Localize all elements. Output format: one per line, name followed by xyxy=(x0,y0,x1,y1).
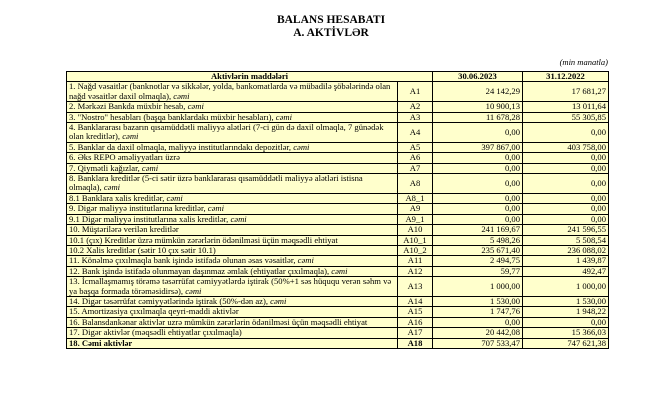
row-code: A18 xyxy=(398,338,433,348)
row-label-text: 13. İcmallaşmamış törəmə təsərrüfat cəmiyyətlərdə iştirak (50%+1 səs hüququ verən səhm və ya başqa formada törəməsidirsə), xyxy=(69,276,392,296)
table-row xyxy=(67,296,609,306)
row-value-period-1: 0,00 xyxy=(433,174,523,194)
row-value-period-1: 707 533,47 xyxy=(433,338,523,348)
row-label-text: 1. Nağd vəsaitlər (banknotlar və sikkələr, yolda, bankomatlarda və mübadilə şöbələrində olan nağd vəsaitlər daxil olmaqla), xyxy=(69,81,391,101)
header-row xyxy=(67,72,609,82)
row-value-period-1: 24 142,29 xyxy=(433,82,523,102)
table-row xyxy=(67,266,609,276)
row-code: A10_1 xyxy=(398,235,433,245)
row-code: A13 xyxy=(398,277,433,297)
row-value-period-1: 1 747,76 xyxy=(433,307,523,317)
row-value-period-2: 13 011,64 xyxy=(523,102,609,112)
row-value-period-2: 0,00 xyxy=(523,317,609,327)
row-code: A10 xyxy=(398,225,433,235)
row-value-period-2: 0,00 xyxy=(523,153,609,163)
row-label-text: 9.1 Digər maliyyə institutlarına xalis kreditlər, xyxy=(69,214,229,224)
balance-sheet-table xyxy=(66,71,609,349)
row-value-period-2: 1 948,22 xyxy=(523,307,609,317)
table-row xyxy=(67,277,609,297)
row-value-period-1: 0,00 xyxy=(433,204,523,214)
row-label xyxy=(67,225,398,235)
row-label xyxy=(67,328,398,338)
row-code: A17 xyxy=(398,328,433,338)
row-value-period-1: 5 498,26 xyxy=(433,235,523,245)
row-label-text: 6. Əks REPO əməliyyatları üzrə xyxy=(69,152,180,163)
row-value-period-2: 1 439,87 xyxy=(523,256,609,266)
row-value-period-2: 0,00 xyxy=(523,193,609,203)
row-label-total-suffix: cəmi xyxy=(185,101,204,112)
row-label-total-suffix: cəmi xyxy=(164,193,183,203)
row-label xyxy=(67,245,398,255)
row-label-text: 3. "Nostro" hesabları (başqa banklardakı müxbir hesabları), xyxy=(69,112,274,122)
row-label-text: 18. Cəmi aktivlər xyxy=(69,338,133,348)
row-label-text: 4. Banklararası bazarın qısamüddətli maliyyə alətləri (7-ci gün də daxil olmaqla, 7 günədək olan kreditlər), xyxy=(69,122,384,142)
row-value-period-1: 20 442,08 xyxy=(433,328,523,338)
table-row xyxy=(67,112,609,122)
row-code: A4 xyxy=(398,123,433,143)
row-label xyxy=(67,307,398,317)
table-row xyxy=(67,193,609,203)
row-label-total-suffix: cəmi xyxy=(171,90,190,101)
row-value-period-2: 492,47 xyxy=(523,266,609,276)
row-value-period-2: 15 366,03 xyxy=(523,328,609,338)
row-label-text: 14. Digər təsərrüfat cəmiyyətlərində iştirak (50%-dən az), xyxy=(69,296,269,306)
row-label-text: 9. Digər maliyyə institutlarına kreditlər, xyxy=(69,203,206,214)
row-label xyxy=(67,123,398,143)
table-row xyxy=(67,142,609,152)
header-period-2: 31.12.2022 xyxy=(523,72,609,82)
row-label-total-suffix: cəmi xyxy=(120,131,139,142)
table-row xyxy=(67,338,609,348)
row-label-text: 17. Digər aktivlər (məqsədli ehtiyatlar çıxılmaqla) xyxy=(69,327,242,338)
table-row xyxy=(67,204,609,214)
row-label-total-suffix: cəmi xyxy=(295,255,314,266)
row-label-text: 10.2 Xalis kreditlər (sətir 10 çıx sətir 10.1) xyxy=(69,245,216,255)
table-row xyxy=(67,235,609,245)
table-row xyxy=(67,214,609,224)
row-value-period-2: 0,00 xyxy=(523,204,609,214)
row-value-period-1: 1 530,00 xyxy=(433,296,523,306)
row-label-total-suffix: cəmi xyxy=(329,266,348,276)
row-value-period-1: 1 000,00 xyxy=(433,277,523,297)
row-value-period-1: 59,77 xyxy=(433,266,523,276)
row-label-text: 16. Balansdankənar aktivlər uzrə mümkün zərərlərin ödənilməsi üçün məqsədli ehtiyat xyxy=(69,317,368,327)
row-label-text: 10. Müştərilərə verilən kreditlər xyxy=(69,224,179,235)
report-subtitle: A. AKTİVLƏR xyxy=(293,27,369,39)
row-label-total-suffix: cəmi xyxy=(139,163,159,173)
row-value-period-2: 403 758,00 xyxy=(523,142,609,152)
row-code: A9 xyxy=(398,204,433,214)
row-label xyxy=(67,102,398,112)
row-label-text: 7. Qiymətli kağızlar, xyxy=(69,163,140,173)
row-code: A1 xyxy=(398,82,433,102)
row-label-text: 5. Banklar da daxil olmaqla, maliyyə institutlarındakı depozitlər, xyxy=(69,142,292,152)
row-label-text: 15. Amortizasiya çıxılmaqla qeyri-maddi aktivlər xyxy=(69,306,239,317)
row-value-period-2: 236 088,02 xyxy=(523,245,609,255)
row-value-period-1: 0,00 xyxy=(433,193,523,203)
row-code: A15 xyxy=(398,307,433,317)
row-label-text: 12. Bank işində istifadə olunmayan daşınmaz əmlak (ehtiyatlar çıxılmaqla), xyxy=(69,266,330,276)
row-code: A8_1 xyxy=(398,193,433,203)
row-label-total-suffix: cəmi xyxy=(101,182,121,193)
table-row xyxy=(67,256,609,266)
row-value-period-2: 241 596,55 xyxy=(523,225,609,235)
row-value-period-1: 235 671,40 xyxy=(433,245,523,255)
row-code: A11 xyxy=(398,256,433,266)
row-code: A8 xyxy=(398,174,433,194)
row-code: A9_1 xyxy=(398,214,433,224)
table-row xyxy=(67,123,609,143)
row-label-text: 10.1 (çıx) Kreditlər üzrə mümkün zərərlərin ödənilməsi üçün məqsədli ehtiyat xyxy=(69,235,338,245)
row-value-period-2: 0,00 xyxy=(523,163,609,173)
row-label xyxy=(67,214,398,224)
row-value-period-1: 11 678,28 xyxy=(433,112,523,122)
report-title: BALANS HESABATI xyxy=(276,14,386,26)
row-value-period-2: 17 681,27 xyxy=(523,82,609,102)
row-label xyxy=(67,266,398,276)
row-label-total-suffix: cəmi xyxy=(268,296,287,306)
row-label-text: 8. Banklara kreditlər (5-ci sətir üzrə banklararası qısamüddətli maliyyə alətləri istisna olmaqla), xyxy=(69,173,363,193)
row-label xyxy=(67,163,398,173)
row-label-text: 2. Mərkəzi Bankda müxbir hesab, xyxy=(69,101,186,112)
row-label-total-suffix: cəmi xyxy=(291,142,310,152)
row-value-period-2: 1 530,00 xyxy=(523,296,609,306)
row-value-period-2: 5 508,54 xyxy=(523,235,609,245)
row-value-period-2: 747 621,38 xyxy=(523,338,609,348)
row-label xyxy=(67,204,398,214)
row-label-text: 11. Könəlmə çıxılmaqla bank işində istifadə olunan əsas vəsaitlər, xyxy=(69,255,296,266)
row-value-period-2: 0,00 xyxy=(523,174,609,194)
row-value-period-2: 55 305,85 xyxy=(523,112,609,122)
row-label xyxy=(67,193,398,203)
row-label xyxy=(67,296,398,306)
row-code: A5 xyxy=(398,142,433,152)
row-code: A3 xyxy=(398,112,433,122)
row-value-period-1: 0,00 xyxy=(433,153,523,163)
table-row xyxy=(67,82,609,102)
row-value-period-2: 0,00 xyxy=(523,214,609,224)
row-value-period-1: 0,00 xyxy=(433,163,523,173)
row-label xyxy=(67,174,398,194)
row-value-period-1: 0,00 xyxy=(433,214,523,224)
table-row xyxy=(67,317,609,327)
table-row xyxy=(67,307,609,317)
row-label xyxy=(67,153,398,163)
row-label xyxy=(67,338,398,348)
row-value-period-2: 1 000,00 xyxy=(523,277,609,297)
row-code: A16 xyxy=(398,317,433,327)
header-period-1: 30.06.2023 xyxy=(433,72,523,82)
row-label xyxy=(67,277,398,297)
row-label-total-suffix: cəmi xyxy=(273,112,292,122)
row-label-total-suffix: cəmi xyxy=(228,214,247,224)
table-row xyxy=(67,328,609,338)
row-label-total-suffix: cəmi xyxy=(183,285,202,296)
row-label xyxy=(67,256,398,266)
row-code: A7 xyxy=(398,163,433,173)
row-code: A2 xyxy=(398,102,433,112)
row-value-period-1: 2 494,75 xyxy=(433,256,523,266)
row-label xyxy=(67,82,398,102)
table-row xyxy=(67,163,609,173)
title-block xyxy=(0,14,652,40)
row-label xyxy=(67,142,398,152)
row-code: A12 xyxy=(398,266,433,276)
row-value-period-1: 0,00 xyxy=(433,123,523,143)
row-code: A6 xyxy=(398,153,433,163)
header-items: Aktivlərin maddələri xyxy=(67,72,433,82)
table-row xyxy=(67,225,609,235)
row-value-period-1: 0,00 xyxy=(433,317,523,327)
row-code: A14 xyxy=(398,296,433,306)
table-row xyxy=(67,102,609,112)
units-note: (min manatla) xyxy=(559,57,608,67)
row-value-period-1: 397 867,00 xyxy=(433,142,523,152)
row-value-period-2: 0,00 xyxy=(523,123,609,143)
row-label xyxy=(67,317,398,327)
row-value-period-1: 10 900,13 xyxy=(433,102,523,112)
table-row xyxy=(67,153,609,163)
row-label xyxy=(67,235,398,245)
row-label-text: 8.1 Banklara xalis kreditlər, xyxy=(69,193,165,203)
row-label xyxy=(67,112,398,122)
row-label-total-suffix: cəmi xyxy=(205,203,225,214)
row-value-period-1: 241 169,67 xyxy=(433,225,523,235)
table-row xyxy=(67,245,609,255)
table-row xyxy=(67,174,609,194)
row-code: A10_2 xyxy=(398,245,433,255)
